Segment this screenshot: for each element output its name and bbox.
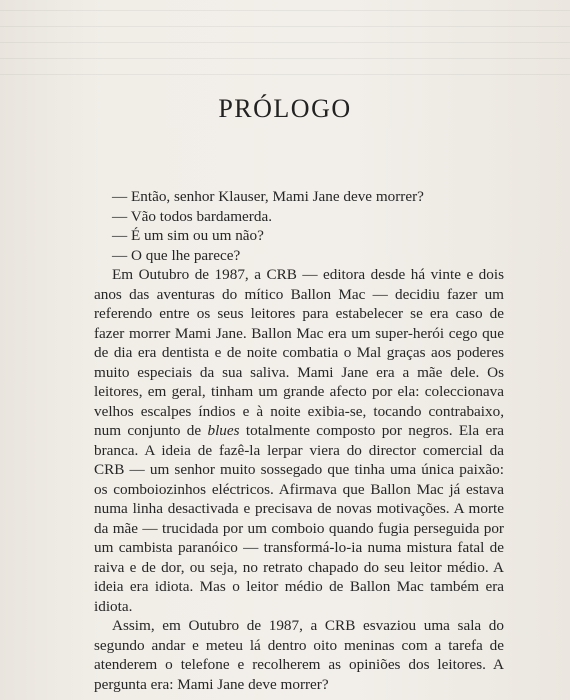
paragraph-1 <box>94 265 504 616</box>
chapter-title: PRÓLOGO <box>218 94 352 123</box>
show-through-text <box>0 0 570 90</box>
dialogue-lines <box>94 187 504 265</box>
dialogue-line: — Então, senhor Klauser, Mami Jane deve morrer? <box>112 188 424 205</box>
dialogue-line: — Vão todos bardamerda. <box>112 207 272 225</box>
dialogue-line: — É um sim ou um não? <box>112 227 264 244</box>
body-text <box>94 187 504 694</box>
paragraph-1-part-b: totalmente composto por negros. Ela era branca. A ideia de fazê-la lerpar viera do director comercial da CRB — um senhor muito sossegado que tinha uma única paixão: os comboiozinhos eléctricos. Afirmava que Ballon Mac já estava numa linha desactivada e precisava de novas motivações. A morte da mãe — trucidada por um comboio quando fugia perseguida por um cambista paranóico — transformá-lo-ia numa mistura fatal de raiva e de dor, ou seja, no retrato chapado do seu leitor médio. A ideia era idiota. Mas o leitor médio de Ballon Mac também era idiota. <box>94 422 504 615</box>
dialogue-line: — O que lhe parece? <box>112 246 241 264</box>
paragraph-2: Assim, em Outubro de 1987, a CRB esvaziou uma sala do segundo andar e meteu lá dentro oito meninas com a tarefa de atenderem o telefone e recolherem as opiniões dos leitores. A pergunta era: Mami Jane deve morrer? <box>94 617 504 693</box>
italic-word: blues <box>207 422 240 439</box>
paragraph-1-part-a: Em Outubro de 1987, a CRB — editora desde há vinte e dois anos das aventuras do mítico Ballon Mac — decidiu fazer um referendo entre os seus leitores para estabelecer se era caso de fazer morrer Mami Jane. Ballon Mac era um super-herói cego que de dia era dentista e de noite combatia o Mal graças aos poderes muito especiais da sua saliva. Mami Jane era a mãe dele. Os leitores, em geral, tinham um grande afecto por ela: coleccionava velhos escalpes índios e à noite exibia-se, tocando contrabaixo, num conjunto de <box>94 266 504 439</box>
